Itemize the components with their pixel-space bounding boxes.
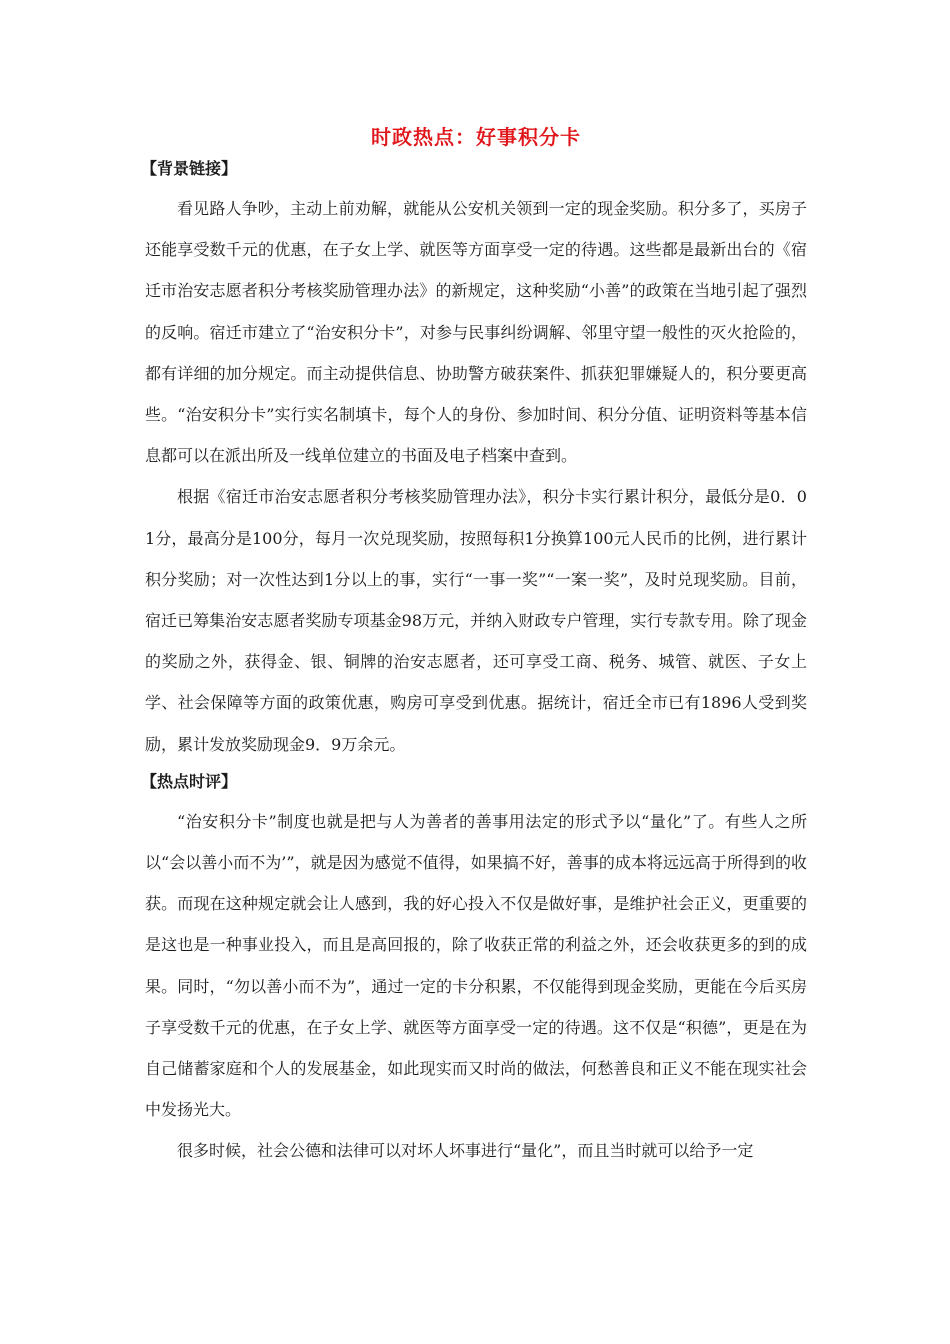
paragraph: “治安积分卡”制度也就是把与人为善者的善事用法定的形式予以“量化”了。有些人之所以“会以善小而不为’”，就是因为感觉不值得，如果搞不好，善事的成本将远远高于所得到的收获。而现在这种规定就会让人感到，我的好心投入不仅是做好事，是维护社会正义，更重要的是这也是一种事业投入，而且是高回报的，除了收获正常的利益之外，还会收获更多的到的成果。同时，“勿以善小而不为”，通过一定的卡分积累，不仅能得到现金奖励，更能在今后买房子享受数千元的优惠，在子女上学、就医等方面享受一定的待遇。这不仅是“积德”，更是在为自己储蓄家庭和个人的发展基金，如此现实而又时尚的做法，何愁善良和正义不能在现实社会中发扬光大。	[145, 811, 807, 1120]
section-heading: 【背景链接】	[141, 159, 238, 178]
section-heading: 【热点时评】	[141, 771, 238, 791]
document-page	[141, 122, 807, 1172]
paragraph: 很多时候，社会公德和法律可以对坏人坏事进行“量化”，而且当时就可以给予一定	[177, 1141, 754, 1161]
document-title: 时政热点：好事积分卡	[371, 125, 581, 149]
section-commentary	[141, 767, 807, 1172]
section-background	[141, 154, 807, 765]
paragraph: 看见路人争吵，主动上前劝解，就能从公安机关领到一定的现金奖励。积分多了，买房子还能享受数千元的优惠，在子女上学、就医等方面享受一定的待遇。这些都是最新出台的《宿迁市治安志愿者积分考核奖励管理办法》的新规定，这种奖励“小善”的政策在当地引起了强烈的反响。宿迁市建立了“治安积分卡”，对参与民事纠纷调解、邻里守望一般性的灭火抢险的，都有详细的加分规定。而主动提供信息、协助警方破获案件、抓获犯罪嫌疑人的，积分要更高些。“治安积分卡”实行实名制填卡，每个人的身份、参加时间、积分分值、证明资料等基本信息都可以在派出所及一线单位建立的书面及电子档案中查到。	[145, 199, 807, 466]
paragraph: 根据《宿迁市治安志愿者积分考核奖励管理办法》，积分卡实行累计积分，最低分是0．01分，最高分是100分，每月一次兑现奖励，按照每积1分换算100元人民币的比例，进行累计积分奖励；对一次性达到1分以上的事，实行“一事一奖”“一案一奖”，及时兑现奖励。目前，宿迁已筹集治安志愿者奖励专项基金98万元，并纳入财政专户管理，实行专款专用。除了现金的奖励之外，获得金、银、铜牌的治安志愿者，还可享受工商、税务、城管、就医、子女上学、社会保障等方面的政策优惠，购房可享受到优惠。据统计，宿迁全市已有1896人受到奖励，累计发放奖励现金9．9万余元。	[145, 487, 807, 754]
